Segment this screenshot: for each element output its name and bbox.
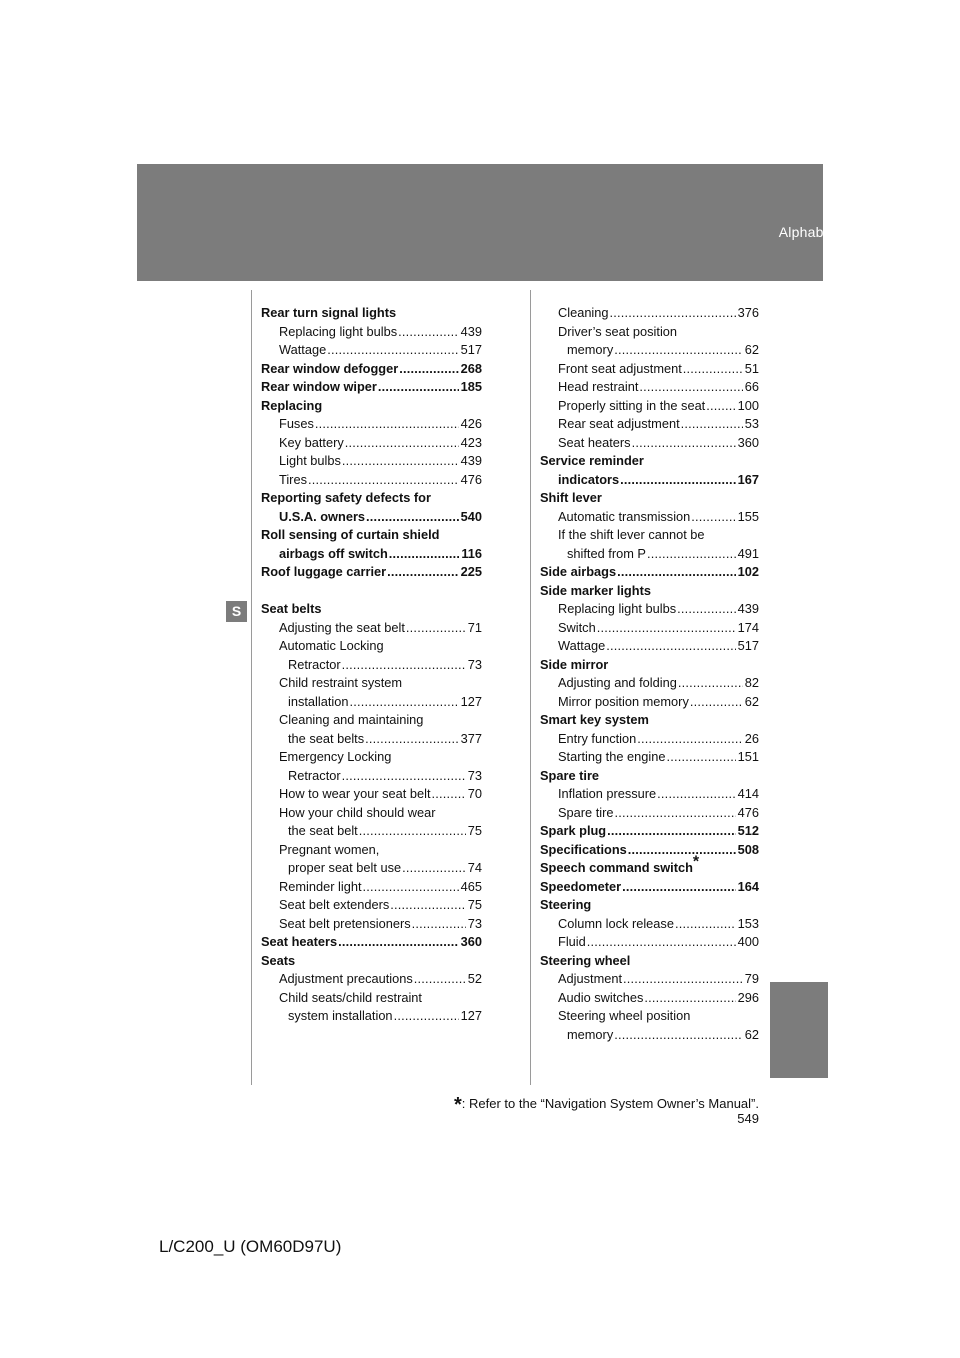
index-entry-text: Wattage [558,638,606,653]
index-entry-page: 53 [744,416,759,431]
index-entry [261,674,482,693]
dot-leader [314,415,459,434]
index-entry-text: Steering wheel position [558,1008,691,1023]
index-entry-text: Rear seat adjustment [558,416,680,431]
page-number: 549 [737,1111,759,1126]
index-entry-text: Rear window defogger [261,360,399,376]
index-entry [540,526,759,545]
dot-leader [622,970,743,989]
index-entry-text: shifted from P [567,545,646,561]
index-entry-text: How to wear your seat belt [279,786,431,801]
left-rule [251,290,252,1085]
index-entry [261,693,482,712]
index-entry-text: Child seats/child restraint [279,989,422,1005]
index-entry [261,508,482,527]
index-entry-text: Wattage [279,342,327,357]
index-entry-page: 439 [737,601,759,616]
index-entry [540,508,759,527]
index-entry-page: 517 [737,638,759,653]
index-entry-text: Tires [279,471,307,487]
index-entry [261,915,482,934]
index-entry [540,360,759,379]
index-entry [540,952,759,971]
dot-leader [690,508,735,527]
index-entry-page: 73 [467,767,482,783]
index-entry-text: Entry function [558,730,637,746]
index-entry [540,545,759,564]
dot-leader [431,785,466,804]
index-entry [540,878,759,897]
index-entry [540,563,759,582]
dot-leader [401,859,466,878]
dot-leader [677,674,743,693]
index-entry-text: Replacing light bulbs [558,601,677,616]
index-entry [540,841,759,860]
index-entry-text: Reminder light [279,878,362,894]
index-entry [540,748,759,767]
index-entry-page: 423 [460,434,482,450]
index-entry [261,434,482,453]
index-entry-page: 174 [737,619,759,635]
index-entry-page: 153 [737,915,759,931]
thumb-index-tab [770,982,828,1078]
index-entry [261,619,482,638]
index-entry-page: 476 [737,804,759,820]
index-entry-text: Retractor [288,656,341,672]
index-entry-page: 491 [737,545,759,561]
index-entry [261,933,482,952]
dot-leader [646,545,736,564]
index-entry [540,304,759,323]
index-entry-page: 70 [467,786,482,801]
index-entry [261,730,482,749]
index-entry-page: 79 [744,971,759,986]
index-entry-text: Seat belt extenders [279,897,390,912]
index-entry-text: Rear turn signal lights [261,305,397,320]
index-entry [540,582,759,601]
index-entry-page: 508 [737,841,759,857]
index-entry-text: Adjustment precautions [279,971,413,986]
dot-leader [586,933,736,952]
dot-leader [680,415,743,434]
index-entry-page: 75 [467,897,482,912]
index-entry [261,1007,482,1026]
index-entry [540,767,759,786]
index-entry [261,397,482,416]
index-entry [261,841,482,860]
dot-leader [638,378,742,397]
index-entry-text: the seat belts [288,730,365,746]
index-entry [540,853,759,878]
index-entry-page: 52 [467,971,482,986]
footnote-text: : Refer to the “Navigation System Owner’s Manual”. [461,1096,759,1111]
dot-leader [605,637,735,656]
index-entry-text: Shift lever [540,490,602,505]
index-entry [540,674,759,693]
dot-leader [348,693,458,712]
index-entry-text: Front seat adjustment [558,360,682,376]
index-entry-text: Key battery [279,434,344,450]
index-entry [540,415,759,434]
index-entry-text: Starting the engine [558,749,666,764]
dot-leader [656,785,735,804]
index-entry-text: Spare tire [558,804,614,820]
index-entry [540,730,759,749]
index-entry-page: 400 [737,934,759,949]
dot-leader [616,563,736,582]
dot-leader [307,471,459,490]
index-entry-text: installation [288,693,349,709]
index-entry-page: 268 [460,360,482,376]
index-entry-page: 376 [737,305,759,320]
dot-leader [665,748,735,767]
dot-leader [613,1026,743,1045]
index-entry [261,304,482,323]
dot-leader [337,933,459,952]
index-entry-page: 74 [467,860,482,875]
dot-leader [674,915,736,934]
index-entry [540,600,759,619]
index-entry-page: 517 [460,342,482,357]
index-entry-text: Replacing [261,397,323,413]
letter-tab-s: S [226,601,247,622]
index-entry-page: 225 [460,564,482,579]
index-entry-text: Service reminder [540,453,644,468]
dot-leader [344,434,459,453]
dot-leader [388,545,460,564]
index-entry-text: Roof luggage carrier [261,564,387,579]
footnote [454,1091,759,1114]
index-entry [540,933,759,952]
index-entry-page: 102 [737,564,759,579]
index-entry [540,471,759,490]
dot-leader [606,822,736,841]
dot-leader [613,341,743,360]
index-entry-text: memory [567,342,614,357]
index-entry [261,323,482,342]
index-entry [261,563,482,582]
index-entry [540,785,759,804]
index-entry-text: Roll sensing of curtain shield [261,527,440,542]
index-entry [540,1007,759,1026]
index-entry-text: Seat belt pretensioners [279,915,411,931]
index-entry [540,989,759,1008]
index-entry-page: 26 [744,730,759,746]
index-entry-page: 82 [744,675,759,690]
index-entry [261,952,482,971]
index-entry-text: Seat heaters [558,434,631,450]
index-entry [261,360,482,379]
index-entry-text: Switch [558,619,596,635]
dot-leader [619,471,735,490]
dot-leader [609,304,736,323]
index-entry-text: Seat belts [261,601,322,616]
index-entry-text: Fuses [279,416,314,431]
index-entry-page: 164 [737,878,759,894]
index-entry [540,452,759,471]
dot-leader [377,378,459,397]
index-entry [540,397,759,416]
index-entry-text: Speedometer [540,878,622,894]
index-entry-page: 360 [737,434,759,450]
index-entry-text: indicators [558,471,620,487]
index-entry-text: Spare tire [540,767,600,783]
index-entry-page: 512 [737,823,759,838]
index-entry-page: 66 [744,379,759,394]
index-entry-page: 127 [460,693,482,709]
index-entry-text: Column lock release [558,915,674,931]
index-entry-text: Mirror position memory [558,693,689,709]
index-entry [261,656,482,675]
index-entry-page: 62 [744,342,759,357]
index-entry-text: Light bulbs [279,453,341,468]
dot-leader [398,360,458,379]
index-entry [540,693,759,712]
index-entry-text: Seats [261,952,296,968]
index-entry-page: 439 [460,323,482,339]
index-entry-page: 116 [461,545,482,561]
index-entry-page: 75 [467,823,482,838]
index-entry [540,656,759,675]
dot-leader [386,563,458,582]
index-entry [261,767,482,786]
index-entry [540,434,759,453]
index-entry-page: 439 [460,453,482,468]
dot-leader [411,915,466,934]
index-entry [540,896,759,915]
index-entry-text: Child restraint system [279,675,403,690]
index-entry-text: Cleaning and maintaining [279,712,424,727]
index-entry-page: 426 [460,416,482,431]
dot-leader [413,970,466,989]
index-entry-text: Seat heaters [261,934,338,949]
index-entry-page: 167 [737,471,759,487]
dot-leader [676,600,736,619]
index-entry [261,878,482,897]
index-entry-page: 360 [460,934,482,949]
index-entry [540,711,759,730]
index-entry-page: 476 [460,471,482,487]
middle-rule [530,290,531,1085]
index-entry-text: Automatic Locking [279,638,384,653]
dot-leader [682,360,743,379]
index-entry-text: system installation [288,1008,393,1023]
index-entry-page: 100 [737,397,759,413]
dot-leader [389,896,465,915]
dot-leader [341,656,466,675]
dot-leader [636,730,743,749]
index-entry [261,545,482,564]
index-entry-text: proper seat belt use [288,860,402,875]
index-entry-page: 71 [467,619,482,635]
index-entry-text: Side airbags [540,564,617,579]
index-entry-text: Retractor [288,767,341,783]
index-entry-page: 151 [737,749,759,764]
index-entry-page: 155 [737,508,759,524]
index-entry [261,822,482,841]
index-entry-text: memory [567,1026,614,1042]
index-entry [540,341,759,360]
index-entry-page: 377 [460,730,482,746]
dot-leader [405,619,466,638]
dot-leader [362,878,459,897]
dot-leader [358,822,466,841]
dot-leader [631,434,736,453]
index-entry-text: Fluid [558,934,586,949]
dot-leader [705,397,735,416]
index-entry-text: Steering wheel [540,952,631,968]
dot-leader [613,804,735,823]
index-entry [261,989,482,1008]
index-entry-text: Emergency Locking [279,749,392,764]
index-entry-text: Side mirror [540,656,609,672]
index-entry [261,785,482,804]
index-entry-text: Adjustment [558,971,623,986]
index-entry [261,711,482,730]
index-entry [261,804,482,823]
dot-leader [341,767,466,786]
index-entry-page: 73 [467,656,482,672]
dot-leader [621,878,736,897]
index-entry [261,600,482,619]
index-entry-page: 62 [744,693,759,709]
index-entry [540,970,759,989]
index-entry-text: Replacing light bulbs [279,323,398,339]
index-column-left [261,304,482,1026]
index-entry [540,489,759,508]
index-entry-text: airbags off switch [279,545,388,561]
footnote-asterisk: * [454,1094,462,1116]
index-entry-text: Speech command switch* [540,853,700,875]
index-entry [540,804,759,823]
entry-gap [261,582,482,601]
index-entry-page: 465 [460,878,482,894]
index-entry-text: Rear window wiper [261,379,377,394]
index-entry-page: 185 [460,379,482,394]
index-entry-text: Spark plug [540,823,607,838]
header-band [137,164,823,281]
index-entry-text: Reporting safety defects for [261,490,431,505]
index-entry-text: Adjusting and folding [558,675,677,690]
index-entry-text: Head restraint [558,379,639,394]
index-entry-text: Audio switches [558,989,644,1005]
index-entry-text: Cleaning [558,305,609,320]
index-entry [261,341,482,360]
index-entry [540,378,759,397]
index-entry [261,748,482,767]
document-code: L/C200_U (OM60D97U) [159,1237,342,1256]
index-entry-text: Inflation pressure [558,786,657,801]
index-entry-text: Steering [540,897,592,912]
index-entry [261,415,482,434]
index-entry-text: U.S.A. owners [279,508,366,524]
index-entry-text: If the shift lever cannot be [558,527,705,542]
index-entry-page: 296 [737,989,759,1005]
dot-leader [643,989,735,1008]
index-entry [540,822,759,841]
index-column-right [540,304,759,1044]
index-entry-text: Properly sitting in the seat [558,397,706,413]
index-entry-text: the seat belt [288,823,358,838]
index-entry-page: 127 [460,1008,482,1023]
index-entry-page: 414 [737,786,759,801]
index-entry [540,1026,759,1045]
dot-leader [393,1007,459,1026]
index-entry [261,970,482,989]
index-entry [540,637,759,656]
dot-leader [596,619,736,638]
index-entry [261,526,482,545]
index-entry [540,915,759,934]
index-entry-text: Side marker lights [540,582,651,598]
dot-leader [341,452,459,471]
index-entry-text: Smart key system [540,712,649,727]
dot-leader [365,508,459,527]
index-entry-text: Adjusting the seat belt [279,619,405,635]
index-entry-text: How your child should wear [279,804,436,820]
index-entry [261,637,482,656]
index-entry [261,896,482,915]
index-entry-page: 540 [460,508,482,524]
index-entry-text: Automatic transmission [558,508,691,524]
index-entry [261,489,482,508]
index-entry-page: 51 [744,360,759,376]
section-title: Alphabetical index [778,224,896,240]
dot-leader [364,730,459,749]
index-entry [261,471,482,490]
dot-leader [397,323,459,342]
index-entry [540,323,759,342]
index-entry-page: 73 [467,915,482,931]
dot-leader [689,693,743,712]
dot-leader [627,841,736,860]
index-entry [261,859,482,878]
dot-leader [326,341,458,360]
index-entry-text: Driver’s seat position [558,323,678,339]
index-entry [540,619,759,638]
index-entry-page: 62 [744,1026,759,1042]
index-entry [261,452,482,471]
index-entry-text: Specifications [540,841,627,857]
index-entry-text: Pregnant women, [279,841,380,857]
index-entry [261,378,482,397]
